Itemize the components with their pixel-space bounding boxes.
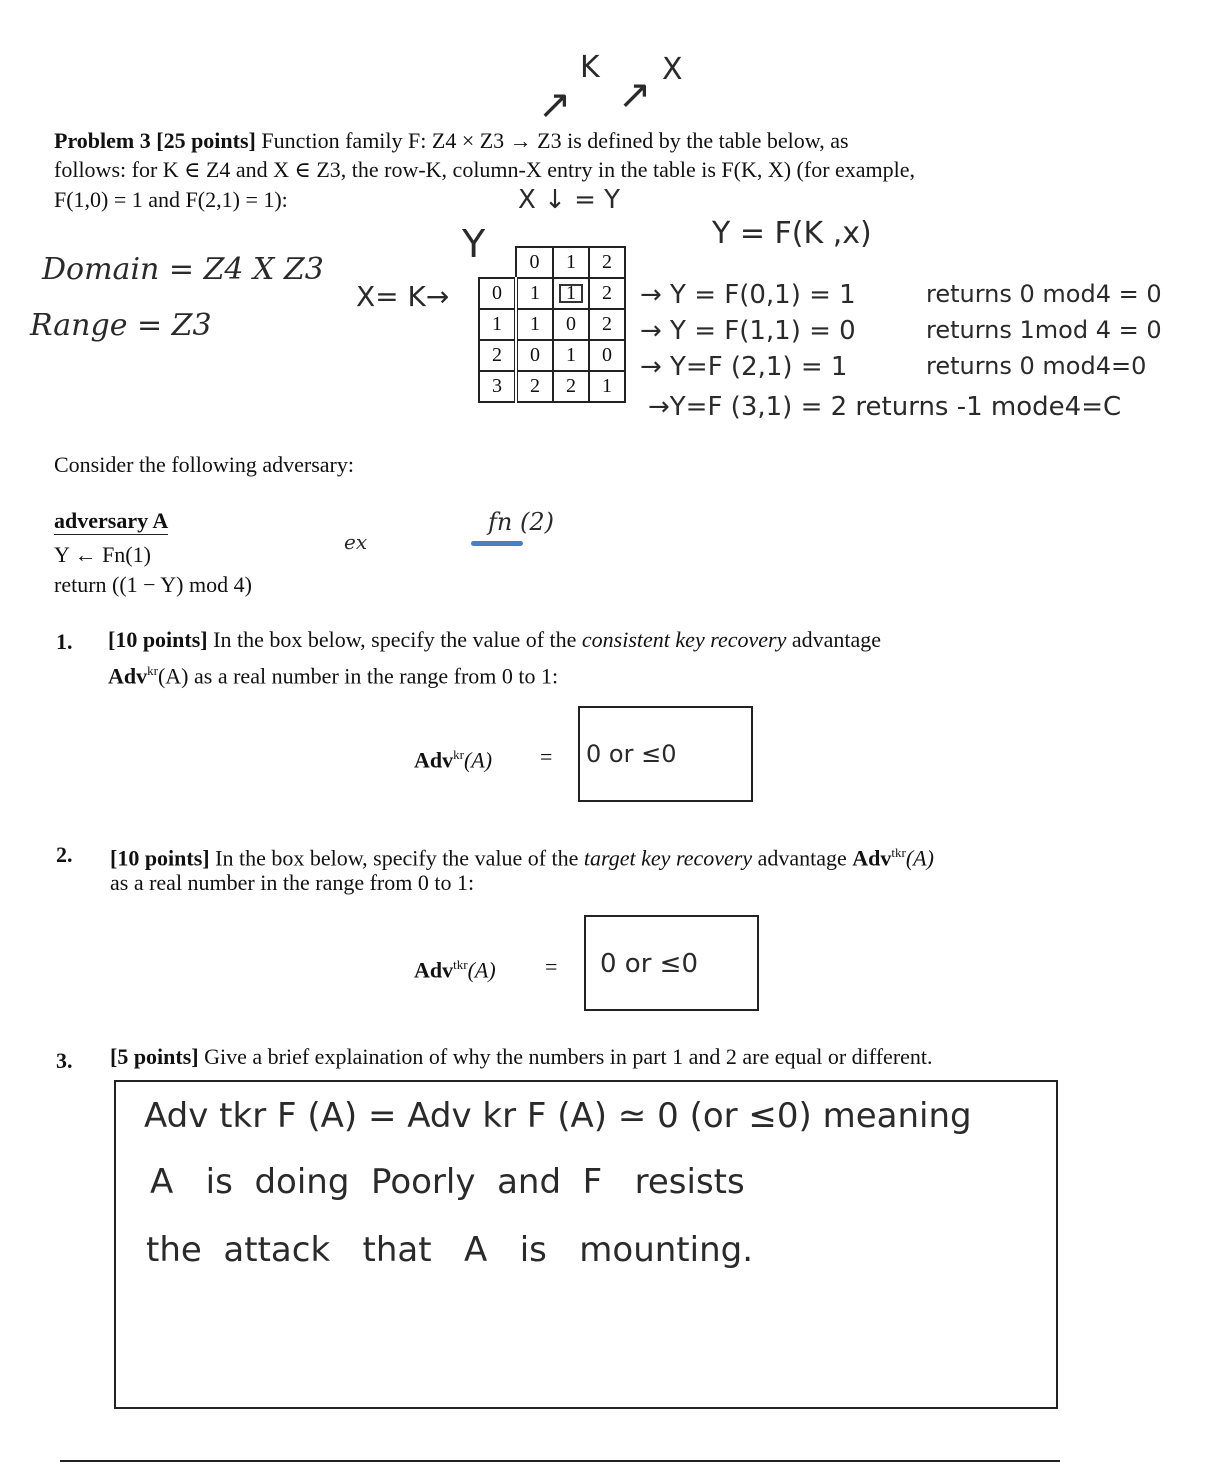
q2-answer-label (414, 950, 496, 985)
q2-answer-box[interactable] (584, 915, 759, 1011)
adversary-line-1: Y ← Fn(1) (54, 542, 151, 567)
handwritten-k: K (580, 50, 600, 85)
q1-adv-symbol: Adv (108, 663, 148, 689)
table-row-key: 0 (479, 278, 516, 309)
handwritten-y-letter: Y (462, 222, 486, 266)
problem-text-1: Function family F: Z4 × Z3 → Z3 is defined by the table below, as (261, 128, 849, 153)
table-cell: 2 (516, 371, 553, 402)
q1-points: [10 points] (108, 627, 208, 652)
table-cell: 2 (589, 278, 625, 309)
q2-answer: 0 or ≤0 (600, 949, 698, 979)
q3-number: 3. (56, 1048, 73, 1073)
table-cell: 0 (553, 309, 589, 340)
q1-answer-box[interactable] (578, 706, 753, 802)
q2-text-b: advantage (757, 845, 847, 871)
table-row (479, 340, 625, 371)
table-row-key: 2 (479, 340, 516, 371)
problem-line-2: follows: for K ∈ Z4 and X ∈ Z3, the row-K, column-X entry in the table is F(K, X) (for example, (54, 157, 916, 182)
table-row-key: 3 (479, 371, 516, 402)
handwritten-arrow-k: ↗ (538, 82, 572, 128)
table-cell: 0 (589, 340, 625, 371)
q1-text-a: In the box below, specify the value of the (213, 627, 577, 652)
q2-label-symbol: Adv (414, 957, 454, 983)
q1-adv-sup: kr (147, 663, 158, 678)
handwritten-arrow-x: ↗ (618, 72, 652, 118)
problem-heading: Problem 3 [25 points] (54, 128, 256, 153)
table-cell: 1 (516, 278, 553, 309)
handwritten-fn2: fn (2) (488, 508, 554, 536)
table-cell: 2 (553, 371, 589, 402)
q1-answer-label (414, 740, 492, 775)
q1-text-b: advantage (791, 627, 882, 652)
table-header-cell: 1 (553, 247, 589, 278)
q1-term: consistent key recovery (581, 627, 787, 652)
q1-line-2-rest: (A) as a real number in the range from 0 to 1: (157, 663, 559, 689)
problem-line-3: F(1,0) = 1 and F(2,1) = 1): (54, 187, 288, 212)
table-header-cell: 0 (516, 247, 553, 278)
annotation-row-1-ret: returns 1mod 4 = 0 (926, 316, 1162, 344)
annotation-row-0-eq: → Y = F(0,1) = 1 (640, 280, 856, 310)
q2-adv-rest: (A) (905, 845, 934, 871)
q3-answer-box[interactable] (114, 1080, 1058, 1409)
highlight-underline (471, 541, 523, 546)
table-row (479, 309, 625, 340)
problem-line-1 (54, 126, 849, 156)
q3-line-1 (110, 1042, 933, 1072)
q2-term: target key recovery (583, 845, 753, 871)
handwritten-x-to-y: X ↓ = Y (518, 185, 621, 215)
annotation-row-2-eq: → Y=F (2,1) = 1 (640, 352, 848, 382)
q2-equals: = (545, 954, 558, 979)
q1-label-symbol: Adv (414, 747, 454, 773)
handwritten-range: Range = Z3 (30, 308, 212, 343)
q1-equals: = (540, 744, 553, 769)
table-row (479, 371, 625, 402)
table-header-row (479, 247, 625, 278)
handwritten-y-equation: Y = F(K ,x) (712, 216, 872, 251)
q2-text-a: In the box below, specify the value of the (215, 845, 579, 871)
function-table (478, 246, 626, 403)
table-row-key: 1 (479, 309, 516, 340)
annotation-row-0-ret: returns 0 mod4 = 0 (926, 280, 1162, 308)
page-bottom-rule (60, 1460, 1060, 1462)
handwritten-x-eq-k: X= K→ (356, 280, 450, 313)
handwritten-x: X (662, 52, 683, 87)
adversary-title: adversary A (54, 508, 169, 533)
table-cell: 0 (516, 340, 553, 371)
q3-text: Give a brief explaination of why the numbers in part 1 and 2 are equal or different. (204, 1044, 933, 1069)
table-cell: 1 (589, 371, 625, 402)
adversary-line-2: return ((1 − Y) mod 4) (54, 572, 252, 597)
table-header-cell: 2 (589, 247, 625, 278)
adversary-intro: Consider the following adversary: (54, 452, 354, 477)
annotation-row-1-eq: → Y = F(1,1) = 0 (640, 316, 856, 346)
q1-line-1 (108, 625, 881, 655)
handwritten-ex: ex (344, 530, 368, 554)
q2-adv-symbol: Adv (852, 845, 892, 871)
q3-points: [5 points] (110, 1044, 199, 1069)
annotation-row-3-eq: →Y=F (3,1) = 2 returns -1 mode4=C (648, 392, 1122, 422)
q1-label-rest: (A) (463, 747, 493, 773)
q2-adv-sup: tkr (891, 845, 906, 860)
table-cell: 1 (553, 340, 589, 371)
handwritten-domain: Domain = Z4 X Z3 (42, 252, 324, 287)
q2-points: [10 points] (110, 845, 210, 871)
table-cell: 1 (516, 309, 553, 340)
q1-label-sup: kr (453, 747, 464, 762)
table-cell: 2 (589, 309, 625, 340)
q2-label-rest: (A) (467, 957, 496, 983)
table-cell: 1 (553, 278, 589, 309)
q3-answer-line-1: Adv tkr F (A) = Adv kr F (A) ≃ 0 (or ≤0) meaning (144, 1096, 972, 1136)
q2-number: 2. (56, 842, 73, 867)
annotation-row-2-ret: returns 0 mod4=0 (926, 352, 1147, 380)
q1-line-2 (108, 656, 558, 691)
q3-answer-line-2: A is doing Poorly and F resists (150, 1162, 745, 1202)
table-row (479, 278, 625, 309)
q2-line-2: as a real number in the range from 0 to 1: (110, 870, 475, 895)
q3-answer-line-3: the attack that A is mounting. (146, 1230, 754, 1270)
q1-number: 1. (56, 629, 73, 654)
q2-label-sup: tkr (453, 957, 468, 972)
q1-answer: 0 or ≤0 (586, 740, 677, 768)
